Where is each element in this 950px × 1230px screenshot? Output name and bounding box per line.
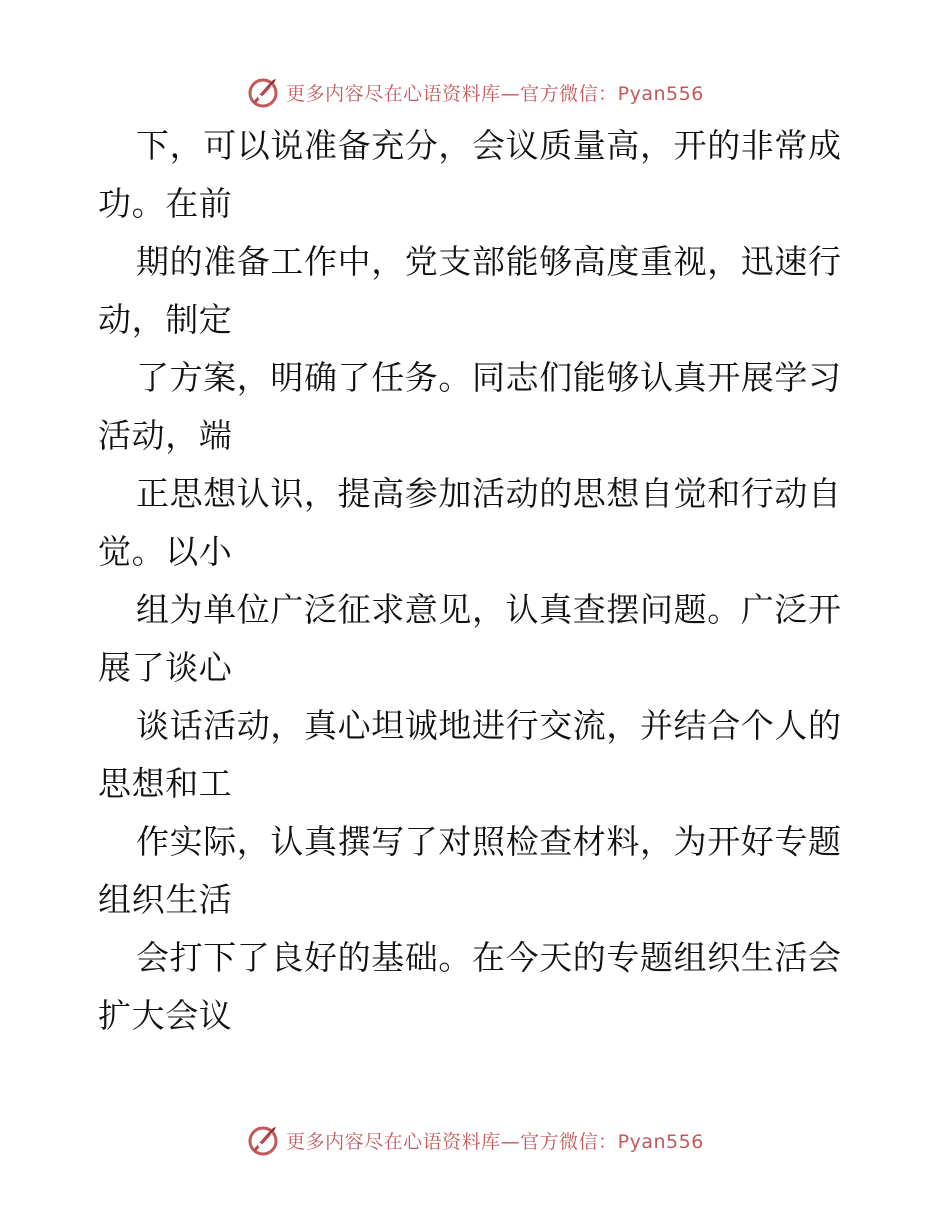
- text-line: 扩大会议: [98, 996, 233, 1035]
- text-line: 谈话活动，真心坦诚地进行交流，并结合个人的: [136, 706, 842, 745]
- quill-pen-logo-icon: [246, 1123, 280, 1157]
- text-line: 动，制定: [98, 300, 233, 339]
- text-line: 会打下了良好的基础。在今天的专题组织生活会: [136, 938, 842, 977]
- text-line: 功。在前: [98, 184, 233, 223]
- text-line: 作实际，认真撰写了对照检查材料，为开好专题: [136, 822, 842, 861]
- text-line: 思想和工: [98, 764, 233, 803]
- quill-pen-logo-icon: [246, 75, 280, 109]
- text-line: 组织生活: [98, 880, 233, 919]
- text-line: 活动，端: [98, 416, 233, 455]
- header-banner-text: 更多内容尽在心语资料库—官方微信：Pyan556: [286, 82, 704, 105]
- footer-banner-text: 更多内容尽在心语资料库—官方微信：Pyan556: [286, 1130, 704, 1153]
- header-watermark-banner: [0, 72, 950, 112]
- text-line: 觉。以小: [98, 532, 233, 571]
- text-line: 下，可以说准备充分，会议质量高，开的非常成: [136, 126, 842, 165]
- text-line: 期的准备工作中，党支部能够高度重视，迅速行: [136, 242, 842, 281]
- text-line: 正思想认识，提高参加活动的思想自觉和行动自: [136, 474, 842, 513]
- text-line: 展了谈心: [98, 648, 233, 687]
- footer-watermark-banner: [0, 1120, 950, 1160]
- text-line: 组为单位广泛征求意见，认真查摆问题。广泛开: [136, 590, 842, 629]
- text-line: 了方案，明确了任务。同志们能够认真开展学习: [136, 358, 842, 397]
